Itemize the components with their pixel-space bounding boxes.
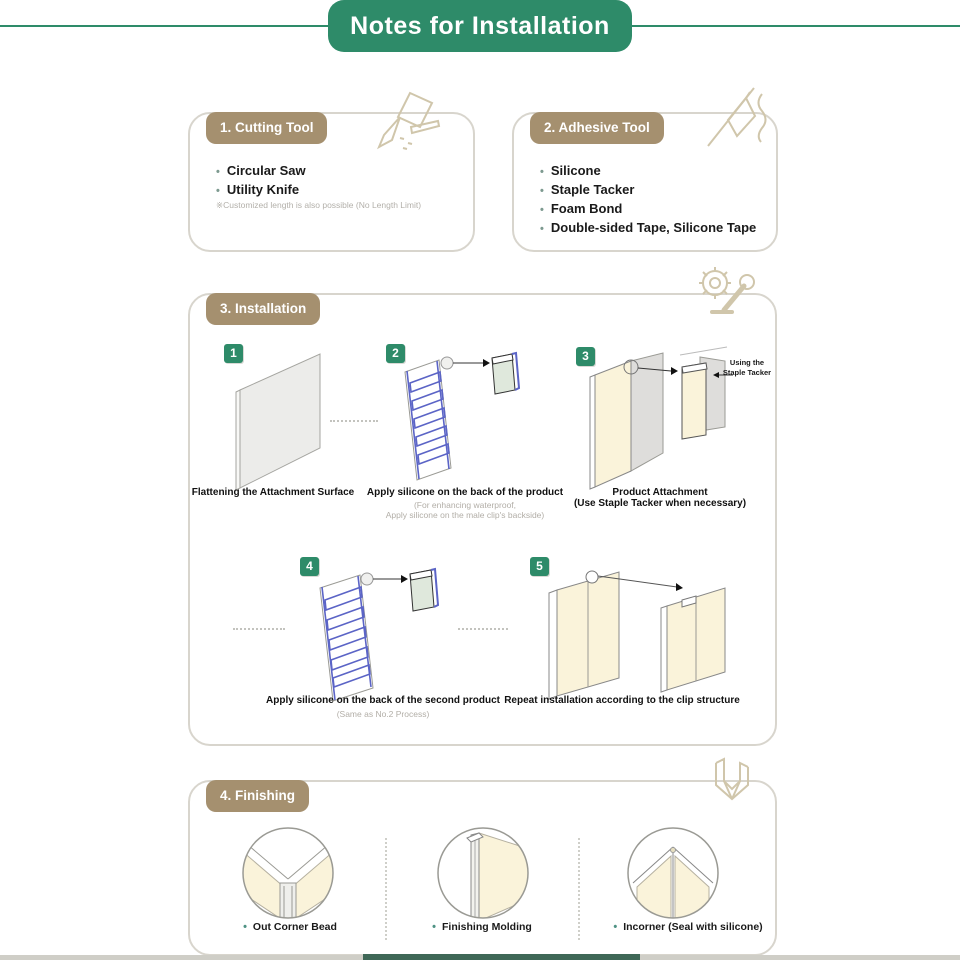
adhesive-tool-list xyxy=(540,162,756,238)
vertical-separator xyxy=(385,838,387,940)
step5-caption: Repeat installation according to the clip structure xyxy=(504,695,740,706)
gear-wrench-icon xyxy=(690,260,758,322)
cutting-tool-list xyxy=(216,162,306,200)
finishing-label: • Out Corner Bead xyxy=(243,921,337,933)
step4-note-1: (Same as No.2 Process) xyxy=(336,709,430,719)
cutting-note: ※Customized length is also possible (No Length Limit) xyxy=(216,200,422,210)
dotted-connector xyxy=(233,628,285,630)
finishing-title: 4. Finishing xyxy=(206,780,309,812)
staple-tacker-annotation: Using the Staple Tacker xyxy=(722,358,772,377)
step2-note-1: (For enhancing waterproof, xyxy=(413,500,517,510)
dotted-connector xyxy=(330,420,378,422)
dotted-connector xyxy=(458,628,508,630)
step1-panel-illustration xyxy=(232,348,332,490)
cutting-tool-title: 1. Cutting Tool xyxy=(206,112,327,144)
page-title: Notes for Installation xyxy=(328,0,632,52)
step-badge: 2 xyxy=(386,344,405,363)
step2-note-2: Apply silicone on the male clip's backside) xyxy=(385,510,545,520)
step1-caption: Flattening the Attachment Surface xyxy=(191,487,355,498)
step4-caption: Apply silicone on the back of the second product xyxy=(266,695,500,706)
step3-caption: Product Attachment xyxy=(612,487,708,498)
step-badge: 4 xyxy=(300,557,319,576)
list-item: • Staple Tacker xyxy=(540,181,756,200)
step5-repeat-illustration xyxy=(545,560,730,705)
list-item: • Double-sided Tape, Silicone Tape xyxy=(540,219,756,238)
utility-knife-icon xyxy=(370,90,442,154)
list-item: • Foam Bond xyxy=(540,200,756,219)
step-badge: 1 xyxy=(224,344,243,363)
incorner-illustration xyxy=(625,825,721,921)
list-item: • Utility Knife xyxy=(216,181,306,200)
list-item: • Silicone xyxy=(540,162,756,181)
bottom-green-bar xyxy=(363,954,640,960)
step2-caption: Apply silicone on the back of the product xyxy=(366,487,564,498)
finishing-label: • Incorner (Seal with silicone) xyxy=(613,921,762,933)
finishing-molding-illustration xyxy=(435,825,531,921)
finishing-label: • Finishing Molding xyxy=(432,921,532,933)
step3-caption-2: (Use Staple Tacker when necessary) xyxy=(573,498,747,509)
list-item: • Circular Saw xyxy=(216,162,306,181)
step-badge: 5 xyxy=(530,557,549,576)
silicone-gun-icon xyxy=(700,82,772,154)
step4-silicone-illustration xyxy=(305,563,455,711)
step2-silicone-illustration xyxy=(395,350,535,486)
vertical-separator xyxy=(578,838,580,940)
out-corner-bead-illustration xyxy=(240,825,336,921)
installation-title: 3. Installation xyxy=(206,293,320,325)
corner-molding-icon xyxy=(702,757,760,811)
adhesive-tool-title: 2. Adhesive Tool xyxy=(530,112,664,144)
step-badge: 3 xyxy=(576,347,595,366)
